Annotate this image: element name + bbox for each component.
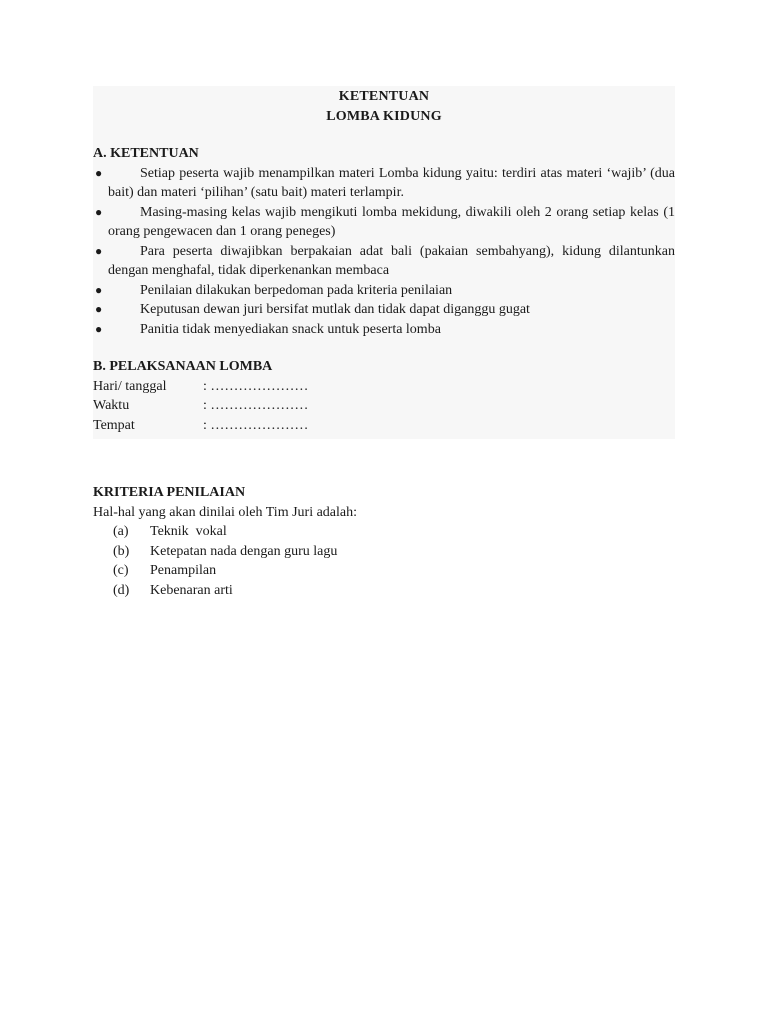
bullet-icon: ● bbox=[95, 243, 103, 258]
list-item-text: Panitia tidak menyediakan snack untuk peserta lomba bbox=[140, 321, 441, 337]
list-item bbox=[93, 242, 675, 281]
bullet-icon: ● bbox=[95, 204, 103, 219]
field-label: Hari/ tanggal bbox=[93, 378, 167, 394]
bullet-icon: ● bbox=[95, 302, 103, 316]
kriteria-list bbox=[113, 522, 675, 600]
document-page bbox=[93, 86, 675, 600]
kriteria-marker: (c) bbox=[113, 563, 129, 578]
list-item bbox=[93, 281, 675, 301]
bullet-icon: ● bbox=[95, 321, 103, 336]
section-a-heading: A. KETENTUAN bbox=[93, 146, 199, 161]
list-item bbox=[93, 203, 675, 242]
bullet-icon: ● bbox=[95, 282, 103, 297]
kriteria-text: Ketepatan nada dengan guru lagu bbox=[150, 543, 338, 559]
kriteria-item-c bbox=[113, 561, 675, 581]
field-label: Waktu bbox=[93, 398, 130, 413]
field-row-waktu bbox=[93, 396, 675, 416]
list-item bbox=[93, 320, 675, 340]
section-b-heading: B. PELAKSANAAN LOMBA bbox=[93, 359, 273, 374]
list-item-text: Keputusan dewan juri bersifat mutlak dan tidak dapat diganggu gugat bbox=[140, 302, 530, 317]
field-value: : ………………… bbox=[203, 398, 309, 413]
kriteria-marker: (b) bbox=[113, 543, 130, 559]
list-item bbox=[93, 300, 675, 320]
list-item-text: Setiap peserta wajib menampilkan materi Lomba kidung yaitu: terdiri atas materi ‘wajib’ (dua bait) dan materi ‘pilihan’ (satu bait) materi terlampir. bbox=[108, 165, 675, 200]
list-item-text: Para peserta diwajibkan berpakaian adat bali (pakaian sembahyang), kidung dilantunkan dengan menghafal, tidak diperkenankan membaca bbox=[108, 243, 675, 278]
kriteria-section bbox=[93, 483, 675, 600]
shaded-block bbox=[93, 86, 675, 439]
kriteria-heading: KRITERIA PENILAIAN bbox=[93, 485, 246, 500]
kriteria-text: Penampilan bbox=[150, 563, 217, 578]
kriteria-marker: (d) bbox=[113, 582, 130, 598]
kriteria-text: Teknik vokal bbox=[150, 524, 227, 539]
kriteria-item-b bbox=[113, 542, 675, 562]
kriteria-item-a bbox=[113, 522, 675, 542]
kriteria-intro: Hal-hal yang akan dinilai oleh Tim Juri adalah: bbox=[93, 504, 358, 520]
field-label: Tempat bbox=[93, 417, 135, 433]
list-item bbox=[93, 164, 675, 203]
field-row-tempat bbox=[93, 416, 675, 436]
document-title bbox=[93, 87, 675, 126]
title-line-2: LOMBA KIDUNG bbox=[326, 108, 442, 124]
field-value: : ………………… bbox=[203, 378, 309, 394]
field-row-hari-tanggal bbox=[93, 377, 675, 397]
kriteria-item-d bbox=[113, 581, 675, 601]
kriteria-marker: (a) bbox=[113, 524, 129, 539]
bullet-icon: ● bbox=[95, 165, 103, 180]
section-b-fields bbox=[93, 377, 675, 436]
list-item-text: Penilaian dilakukan berpedoman pada kriteria penilaian bbox=[140, 282, 453, 298]
field-value: : ………………… bbox=[203, 417, 309, 433]
list-item-text: Masing-masing kelas wajib mengikuti lomba mekidung, diwakili oleh 2 orang setiap kelas (1 orang pengewacen dan 1 orang peneges) bbox=[108, 204, 675, 239]
kriteria-text: Kebenaran arti bbox=[150, 582, 233, 598]
title-line-1: KETENTUAN bbox=[338, 89, 430, 104]
section-a-list bbox=[93, 164, 675, 340]
